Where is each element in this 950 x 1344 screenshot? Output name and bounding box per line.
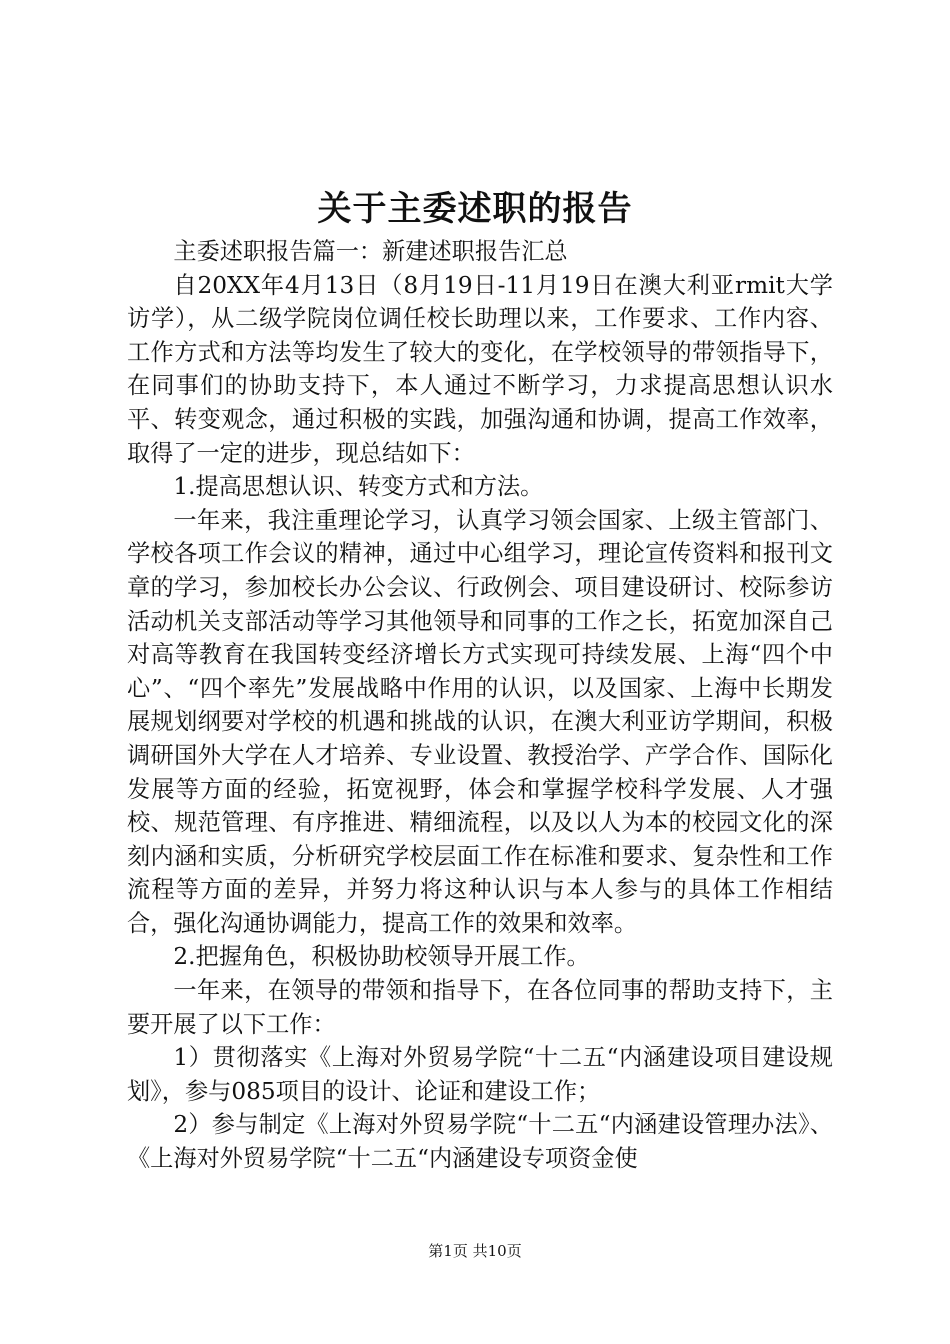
point-2-paragraph: 一年来，在领导的带领和指导下，在各位同事的帮助支持下，主要开展了以下工作： [127,977,833,1038]
point-1-heading: 1.提高思想认识、转变方式和方法。 [173,473,544,501]
intro-paragraph: 自20XX年4月13日（8月19日-11月19日在澳大利亚rmit大学访学），从二级学院岗位调任校长助理以来，工作要求、工作内容、工作方式和方法等均发生了较大的变化，在学校领导的带领指导下，在同事们的协助支持下，本人通过不断学习，力求提高思想认识水平、转变观念，通过积极的实践，加强沟通和协调，提高工作效率，取得了一定的进步，现总结如下： [127,271,833,467]
document-title: 关于主委述职的报告 [317,189,633,229]
point-2-heading: 2.把握角色，积极协助校领导开展工作。 [173,943,590,971]
page-footer: 第1页 共10页 [428,1242,522,1260]
point-1-paragraph: 一年来，我注重理论学习，认真学习领会国家、上级主管部门、学校各项工作会议的精神，通过中心组学习，理论宣传资料和报刊文章的学习，参加校长办公会议、行政例会、项目建设研讨、校际参访活动机关支部活动等学习其他领导和同事的工作之长，拓宽加深自己对高等教育在我国转变经济增长方式实现可持续发展、上海“四个中心”、“四个率先”发展战略中作用的认识，以及国家、上海中长期发展规划纲要对学校的机遇和挑战的认识，在澳大利亚访学期间，积极调研国外大学在人才培养、专业设置、教授治学、产学合作、国际化发展等方面的经验，拓宽视野，体会和掌握学校科学发展、人才强校、规范管理、有序推进、精细流程，以及以人为本的校园文化的深刻内涵和实质，分析研究学校层面工作在标准和要求、复杂性和工作流程等方面的差异，并努力将这种认识与本人参与的具体工作相结合，强化沟通协调能力，提高工作的效果和效率。 [127,506,833,937]
document-body [127,235,833,1176]
list-item-1: 1）贯彻落实《上海对外贸易学院“十二五“内涵建设项目建设规划》，参与085项目的设计、论证和建设工作； [127,1044,833,1105]
list-item-2: 2）参与制定《上海对外贸易学院“十二五“内涵建设管理办法》、《上海对外贸易学院“十二五“内涵建设专项资金使 [127,1111,833,1173]
section-heading-paragraph: 主委述职报告篇一：新建述职报告汇总 [173,238,568,265]
